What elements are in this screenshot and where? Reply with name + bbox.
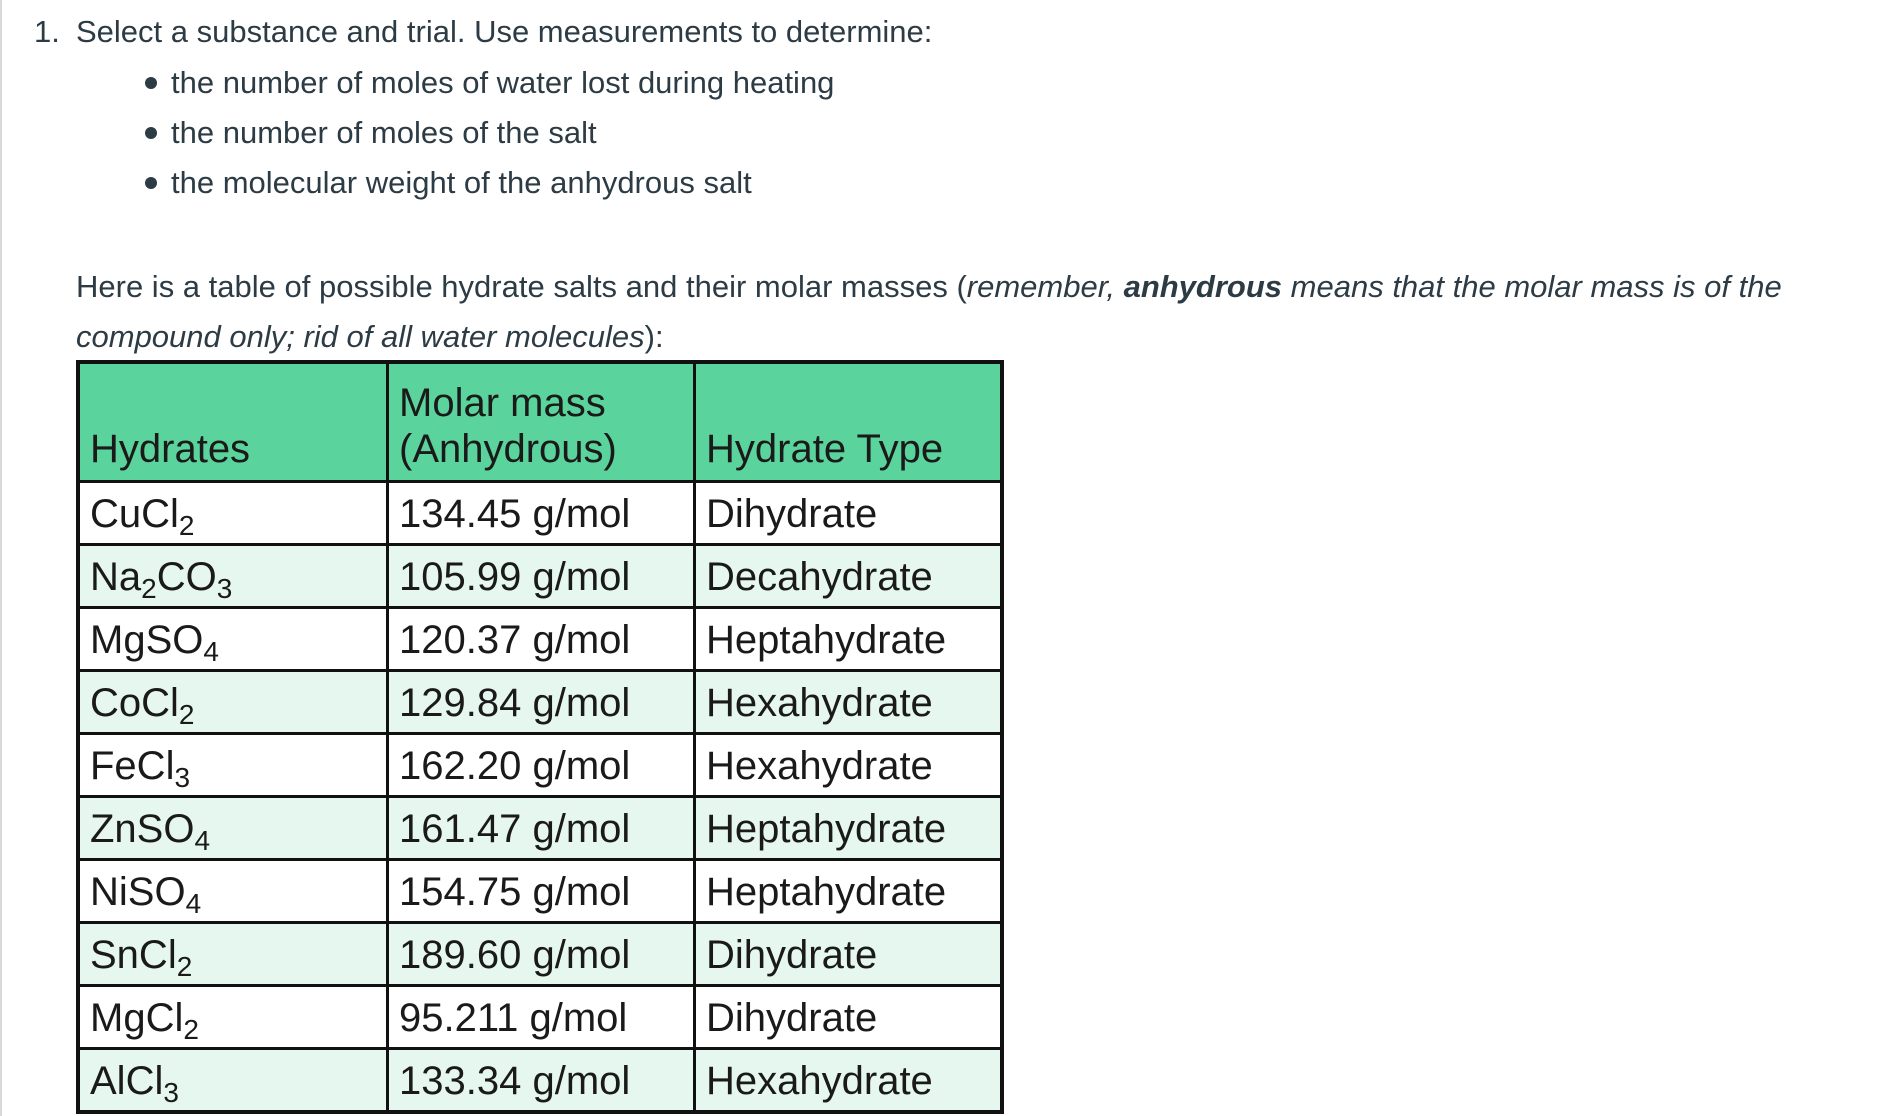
table-row [78, 860, 1002, 923]
hydrate-formula: MgSO$_4$ [78, 608, 388, 671]
molar-mass-value: 154.75 g/mol [388, 860, 695, 923]
hydrate-type-value: Decahydrate [695, 545, 1003, 608]
list-item [145, 113, 834, 163]
molar-mass-value: 161.47 g/mol [388, 797, 695, 860]
header-molar-mass [388, 362, 695, 482]
hydrate-formula: AlCl$_3$ [78, 1049, 388, 1113]
header-hydrate-type: Hydrate Type [695, 362, 1003, 482]
bullet-icon [145, 177, 157, 189]
intro-text-end: ): [644, 319, 664, 354]
hydrate-type-value: Hexahydrate [695, 734, 1003, 797]
bullet-icon [145, 77, 157, 89]
table-row [78, 923, 1002, 986]
hydrate-type-value: Hexahydrate [695, 671, 1003, 734]
question-number: 1. [34, 14, 60, 49]
intro-text: Here is a table of possible hydrate salts and their molar masses ( [76, 269, 967, 304]
hydrate-type-value: Hexahydrate [695, 1049, 1003, 1113]
bullet-text: the number of moles of the salt [171, 115, 597, 150]
header-molar-mass-line1: Molar mass [399, 381, 606, 425]
molar-mass-value: 129.84 g/mol [388, 671, 695, 734]
hydrate-type-value: Heptahydrate [695, 860, 1003, 923]
molar-mass-value: 105.99 g/mol [388, 545, 695, 608]
question-bullet-list [145, 63, 834, 213]
table-row [78, 671, 1002, 734]
content-left-border [0, 0, 2, 1116]
table-row [78, 1049, 1002, 1113]
molar-mass-value: 189.60 g/mol [388, 923, 695, 986]
hydrate-formula: SnCl$_2$ [78, 923, 388, 986]
table-row [78, 608, 1002, 671]
header-hydrates: Hydrates [78, 362, 388, 482]
hydrate-type-value: Dihydrate [695, 923, 1003, 986]
hydrate-type-value: Heptahydrate [695, 608, 1003, 671]
list-item [145, 63, 834, 113]
table-header-row [78, 362, 1002, 482]
bullet-text: the molecular weight of the anhydrous salt [171, 165, 752, 200]
bullet-icon [145, 127, 157, 139]
hydrate-formula: ZnSO$_4$ [78, 797, 388, 860]
question-heading [34, 12, 932, 52]
hydrate-type-value: Heptahydrate [695, 797, 1003, 860]
hydrate-formula: $Na_2CO_3$ [78, 545, 388, 608]
table-intro-paragraph [76, 262, 1836, 362]
hydrate-formula: MgCl$_2$ [78, 986, 388, 1049]
list-item [145, 163, 834, 213]
molar-mass-value: 134.45 g/mol [388, 482, 695, 545]
molar-mass-value: 162.20 g/mol [388, 734, 695, 797]
table-row [78, 482, 1002, 545]
hydrate-type-value: Dihydrate [695, 986, 1003, 1049]
molar-mass-value: 120.37 g/mol [388, 608, 695, 671]
hydrate-type-value: Dihydrate [695, 482, 1003, 545]
question-text: Select a substance and trial. Use measurements to determine: [76, 14, 933, 49]
hydrate-table [76, 360, 1004, 1114]
table-row [78, 986, 1002, 1049]
hydrate-formula: CoCl$_2$ [78, 671, 388, 734]
hydrate-formula: CuCl$_2$ [78, 482, 388, 545]
table-row [78, 545, 1002, 608]
bullet-text: the number of moles of water lost during heating [171, 65, 835, 100]
hydrate-formula: NiSO$_4$ [78, 860, 388, 923]
intro-italic-text: means that the molar mass is of the compound only; rid of all water molecules [76, 269, 1782, 354]
intro-emphasis-anhydrous: anhydrous [1123, 269, 1283, 304]
table-row [78, 734, 1002, 797]
molar-mass-value: 95.211 g/mol [388, 986, 695, 1049]
intro-italic-text: remember, [966, 269, 1124, 304]
header-molar-mass-line2: (Anhydrous) [399, 427, 617, 471]
molar-mass-value: 133.34 g/mol [388, 1049, 695, 1113]
table-body [78, 482, 1002, 1113]
hydrate-formula: FeCl$_3$ [78, 734, 388, 797]
table-row [78, 797, 1002, 860]
